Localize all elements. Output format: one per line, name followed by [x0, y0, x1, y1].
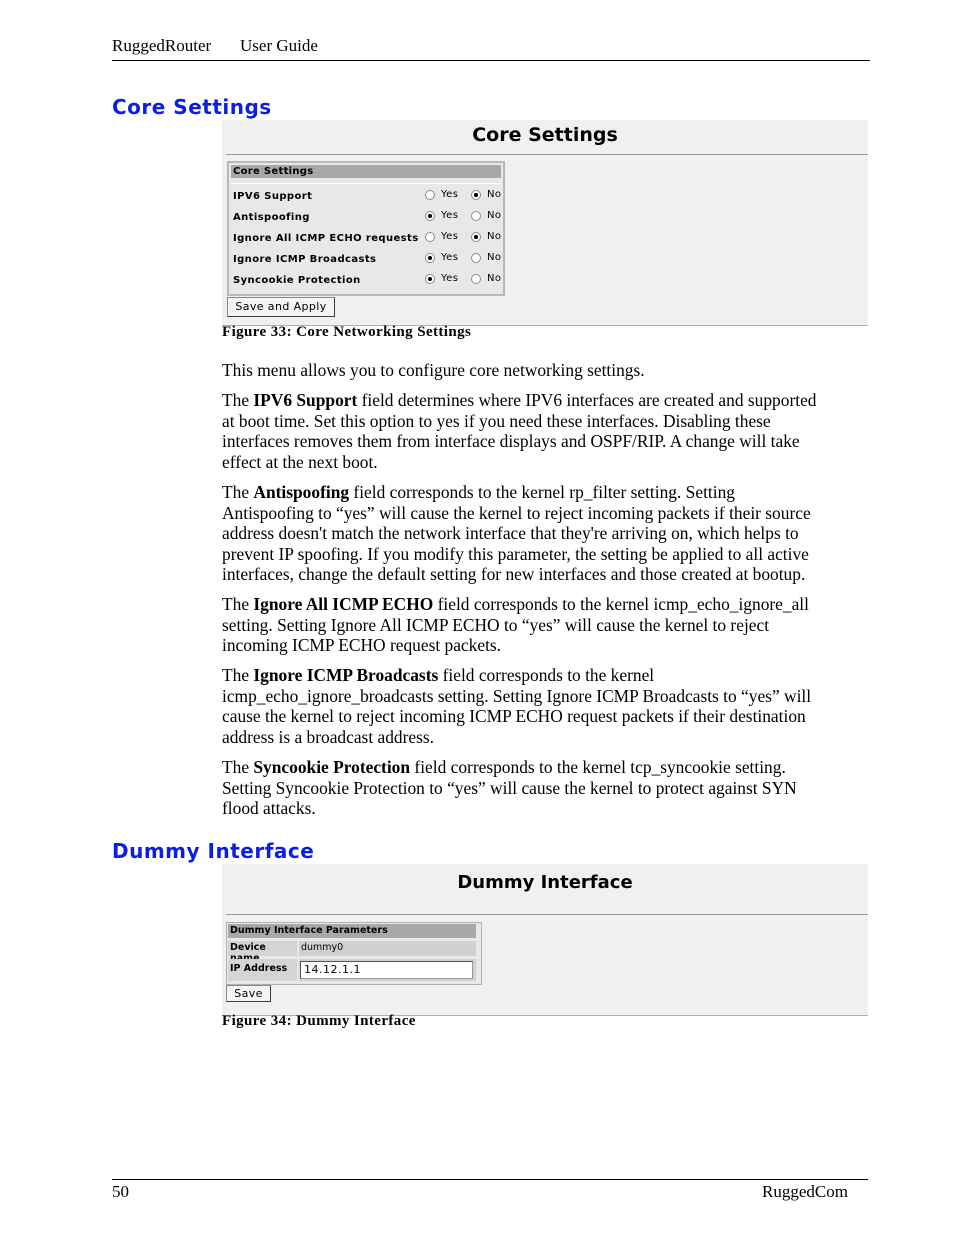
radio-label: No: [487, 189, 502, 200]
radio-option-no[interactable]: [471, 252, 501, 263]
radio-label: Yes: [441, 231, 459, 242]
radio-option-yes[interactable]: [425, 189, 458, 200]
radio-option-yes[interactable]: [425, 210, 458, 221]
radio-label: No: [487, 252, 502, 263]
syncookie-paragraph: The Syncookie Protection field corresponds to the kernel tcp_syncookie setting. Setting Syncookie Protection to “yes” will cause the kernel to protect against SYN flood attacks.: [222, 757, 797, 819]
ipv6-paragraph: The IPV6 Support field determines where IPV6 interfaces are created and supported at boot time. Set this option to yes if you need these interfaces. Disabling these interfaces removes them from interface displays and OSPF/RIP. A change will take effect at the next boot.: [222, 390, 817, 472]
radio-button[interactable]: [425, 253, 435, 263]
footer-rule: [112, 1179, 868, 1180]
dummy-interface-screenshot: [222, 864, 868, 1016]
radio-option-yes[interactable]: [425, 273, 458, 284]
header-product: RuggedRouter: [112, 36, 212, 55]
setting-label: IPV6 Support: [233, 191, 313, 202]
setting-row: [233, 208, 502, 228]
setting-row: [233, 271, 502, 291]
core-settings-panel: [227, 161, 505, 296]
dummy-params-table: [226, 922, 482, 985]
core-panel-divider: [231, 183, 501, 184]
core-panel-title: Core Settings: [231, 165, 501, 178]
setting-label: Ignore All ICMP ECHO requests: [233, 233, 419, 244]
radio-option-no[interactable]: [471, 189, 501, 200]
radio-label: No: [487, 273, 502, 284]
icmp-broadcasts-paragraph: The Ignore ICMP Broadcasts field corresponds to the kernel icmp_echo_ignore_broadcasts setting. Setting Ignore ICMP Broadcasts to “yes” will cause the kernel to reject incoming ICMP ECHO request packets if their destination address is a broadcast address.: [222, 665, 812, 747]
header-rule: [112, 60, 870, 61]
header-doc-title: User Guide: [240, 36, 318, 55]
radio-option-yes[interactable]: [425, 231, 458, 242]
device-name-value: dummy0: [299, 941, 476, 956]
radio-button[interactable]: [471, 190, 481, 200]
radio-label: No: [487, 231, 502, 242]
dummy-interface-heading: Dummy Interface: [112, 839, 315, 863]
setting-row: [233, 187, 502, 207]
dummy-screen-title: Dummy Interface: [457, 872, 633, 893]
device-name-label: Device: [228, 941, 297, 956]
core-settings-screenshot: [222, 120, 868, 326]
radio-button[interactable]: [471, 232, 481, 242]
radio-option-no[interactable]: [471, 210, 501, 221]
setting-label: Antispoofing: [233, 212, 310, 223]
dummy-save-button[interactable]: Save: [226, 985, 271, 1002]
ip-address-input[interactable]: 14.12.1.1: [300, 961, 473, 979]
radio-option-no[interactable]: [471, 231, 501, 242]
radio-button[interactable]: [425, 232, 435, 242]
setting-row: [233, 250, 502, 270]
save-and-apply-button[interactable]: Save and Apply: [227, 297, 335, 317]
figure-33-caption: Figure 33: Core Networking Settings: [222, 324, 472, 340]
antispoofing-paragraph: The Antispoofing field corresponds to the kernel rp_filter setting. Setting Antispoofing to “yes” will cause the kernel to reject incoming packets if their source address doesn't match the network interface that they're arriving on, which helps to prevent IP spoofing. If you modify this parameter, the setting be applied to all active interfaces, change the default setting for new interfaces and those created at bootup.: [222, 482, 811, 585]
footer-page-number: 50: [112, 1182, 129, 1201]
radio-button[interactable]: [471, 211, 481, 221]
radio-option-yes[interactable]: [425, 252, 458, 263]
radio-button[interactable]: [471, 274, 481, 284]
core-settings-heading: Core Settings: [112, 95, 272, 119]
radio-label: Yes: [441, 252, 459, 263]
radio-label: Yes: [441, 210, 459, 221]
radio-button[interactable]: [425, 190, 435, 200]
intro-paragraph: This menu allows you to configure core networking settings.: [222, 360, 645, 380]
radio-label: No: [487, 210, 502, 221]
radio-label: Yes: [441, 273, 459, 284]
setting-label: Ignore ICMP Broadcasts: [233, 254, 377, 265]
setting-label: Syncookie Protection: [233, 275, 361, 286]
radio-option-no[interactable]: [471, 273, 501, 284]
radio-button[interactable]: [425, 211, 435, 221]
core-screen-title: Core Settings: [472, 124, 618, 146]
radio-button[interactable]: [425, 274, 435, 284]
ip-address-cell: [299, 959, 476, 981]
radio-label: Yes: [441, 189, 459, 200]
dummy-screen-rule: [226, 914, 868, 915]
radio-button[interactable]: [471, 253, 481, 263]
ip-address-label: IP Address: [228, 959, 297, 981]
setting-row: [233, 229, 502, 249]
core-screen-rule: [226, 154, 868, 155]
figure-34-caption: Figure 34: Dummy Interface: [222, 1013, 416, 1029]
dummy-table-title: Dummy Interface Parameters: [228, 924, 476, 938]
icmp-echo-paragraph: The Ignore All ICMP ECHO field corresponds to the kernel icmp_echo_ignore_all setting. Setting Ignore All ICMP ECHO to “yes” will cause the kernel to reject incoming ICMP ECHO request packets.: [222, 594, 809, 656]
footer-company: RuggedCom: [762, 1182, 848, 1201]
